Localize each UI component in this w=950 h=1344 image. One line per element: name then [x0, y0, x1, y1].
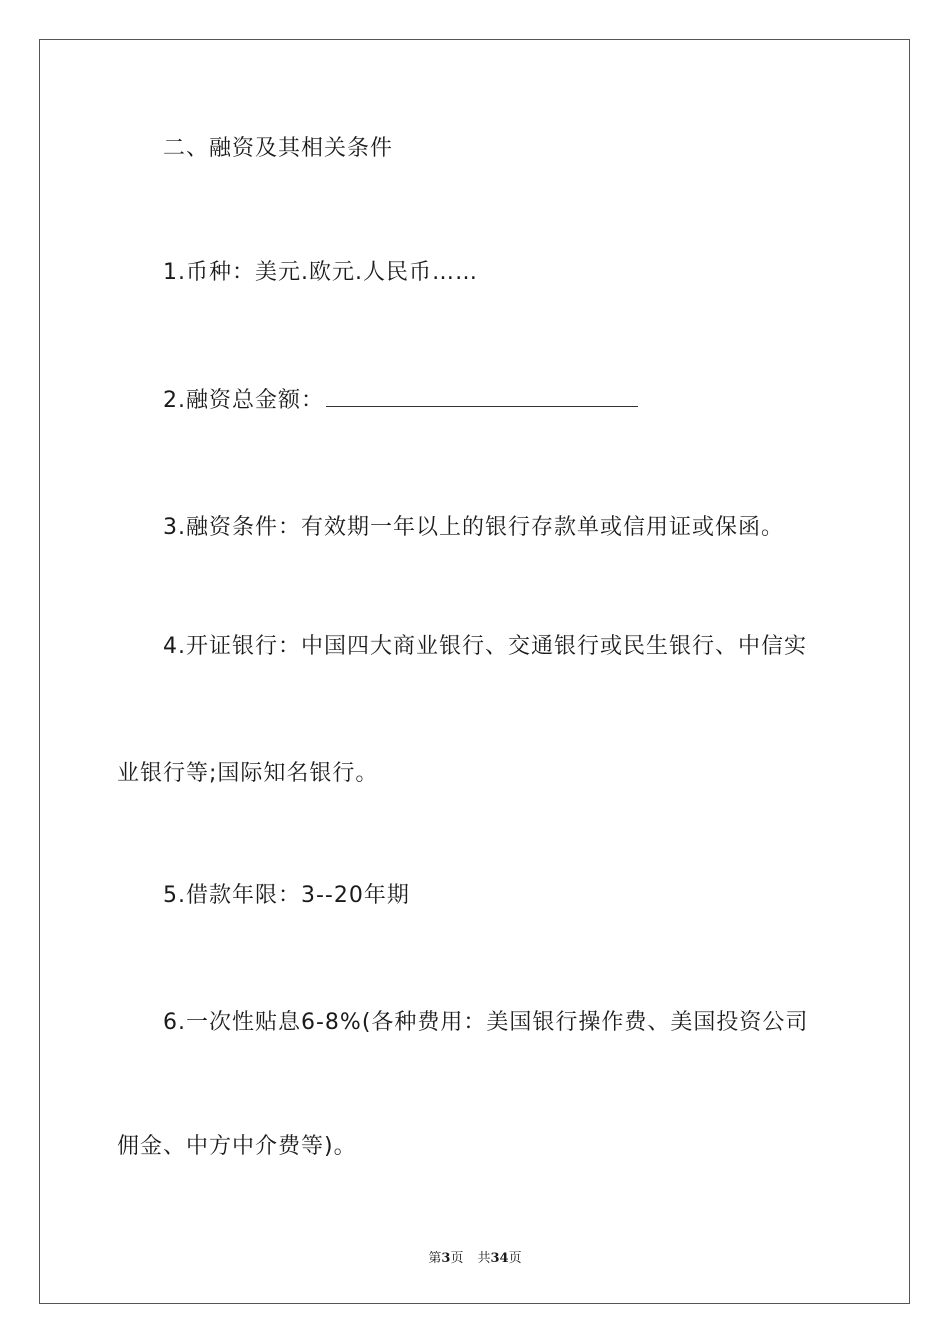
currency-line: 1.币种：美元.欧元.人民币…… — [163, 260, 478, 285]
footer-total-suffix: 页 — [508, 1251, 522, 1266]
total-amount-label: 2.融资总金额： — [163, 388, 324, 413]
page-border — [39, 39, 910, 1304]
footer-page-suffix: 页 — [450, 1251, 464, 1266]
issuing-bank-line-cont: 业银行等;国际知名银行。 — [117, 761, 379, 786]
section-heading: 二、融资及其相关条件 — [163, 136, 394, 161]
footer-total-pages: 34 — [490, 1251, 509, 1266]
footer-page-number: 3 — [441, 1251, 451, 1266]
total-amount-blank — [326, 386, 638, 407]
total-amount-line — [163, 386, 638, 416]
issuing-bank-line: 4.开证银行：中国四大商业银行、交通银行或民生银行、中信实 — [163, 634, 807, 659]
footer-total-prefix: 共 — [477, 1251, 491, 1266]
page-footer — [0, 1247, 950, 1266]
conditions-line: 3.融资条件：有效期一年以上的银行存款单或信用证或保函。 — [163, 515, 784, 540]
discount-line: 6.一次性贴息6-8%(各种费用：美国银行操作费、美国投资公司 — [163, 1010, 809, 1035]
footer-page-prefix: 第 — [428, 1251, 442, 1266]
loan-term-line: 5.借款年限：3--20年期 — [163, 883, 410, 908]
discount-line-cont: 佣金、中方中介费等)。 — [117, 1134, 357, 1159]
